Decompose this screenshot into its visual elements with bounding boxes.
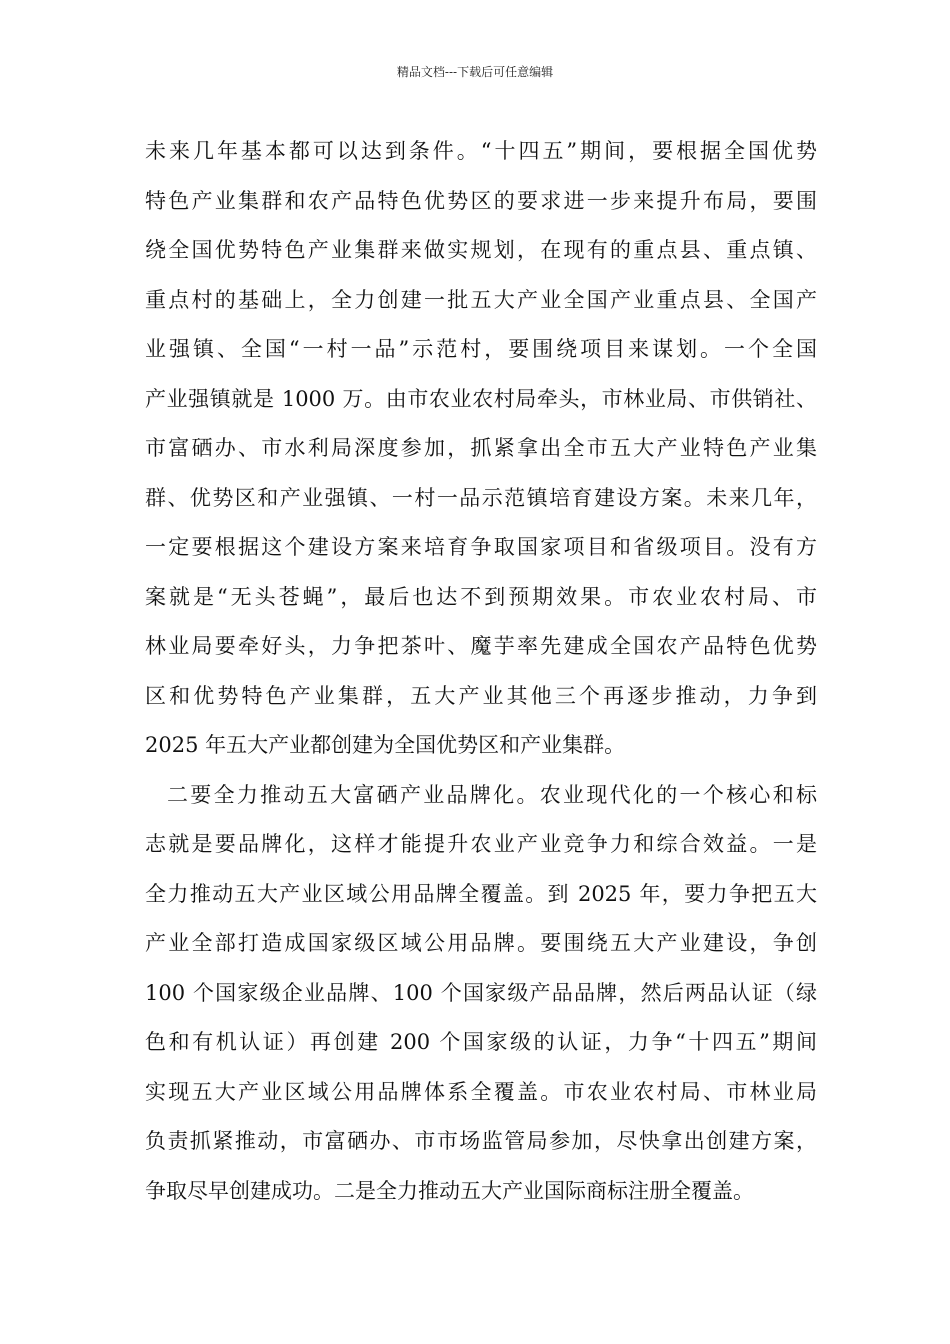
text-line: 色和有机认证）再创建 200 个国家级的认证，力争“十四五”期间 (145, 1030, 817, 1054)
text-line: 负责抓紧推动，市富硒办、市市场监管局参加，尽快拿出创建方案， (145, 1129, 817, 1153)
paragraph (145, 776, 817, 1222)
text-line: 区和优势特色产业集群，五大产业其他三个再逐步推动，力争到 (145, 683, 817, 708)
text-line: 案就是“无头苍蝇”，最后也达不到预期效果。市农业农村局、市 (145, 584, 817, 609)
paragraph (145, 132, 817, 776)
text-line: 业强镇、全国“一村一品”示范村，要围绕项目来谋划。一个全国 (145, 337, 817, 361)
text-line: 绕全国优势特色产业集群来做实规划，在现有的重点县、重点镇、 (145, 238, 817, 262)
text-line: 市富硒办、市水利局深度参加，抓紧拿出全市五大产业特色产业集 (145, 436, 817, 460)
text-line: 二要全力推动五大富硒产业品牌化。农业现代化的一个核心和标 (167, 782, 817, 807)
text-line: 产业强镇就是 1000 万。由市农业农村局牵头，市林业局、市供销社、 (145, 386, 817, 411)
text-line: 志就是要品牌化，这样才能提升农业产业竞争力和综合效益。一是 (145, 832, 817, 856)
text-line: 2025 年五大产业都创建为全国优势区和产业集群。 (145, 733, 626, 757)
text-line: 100 个国家级企业品牌、100 个国家级产品品牌，然后两品认证（绿 (145, 980, 817, 1005)
text-line: 争取尽早创建成功。二是全力推动五大产业国际商标注册全覆盖。 (145, 1178, 754, 1203)
text-line: 产业全部打造成国家级区域公用品牌。要围绕五大产业建设，争创 (145, 931, 817, 955)
text-line: 特色产业集群和农产品特色优势区的要求进一步来提升布局，要围 (145, 188, 817, 213)
text-line: 重点村的基础上，全力创建一批五大产业全国产业重点县、全国产 (145, 287, 817, 312)
text-line: 未来几年基本都可以达到条件。“十四五”期间，要根据全国优势 (145, 139, 817, 163)
text-line: 全力推动五大产业区域公用品牌全覆盖。到 2025 年，要力争把五大 (145, 881, 817, 906)
text-line: 群、优势区和产业强镇、一村一品示范镇培育建设方案。未来几年， (145, 485, 817, 510)
text-line: 林业局要牵好头，力争把茶叶、魔芋率先建成全国农产品特色优势 (145, 634, 817, 658)
document-body (145, 132, 817, 1221)
text-line: 实现五大产业区域公用品牌体系全覆盖。市农业农村局、市林业局 (145, 1079, 817, 1104)
text-line: 一定要根据这个建设方案来培育争取国家项目和省级项目。没有方 (145, 535, 817, 559)
page-header: 精品文档---下载后可任意编辑 (396, 65, 554, 79)
